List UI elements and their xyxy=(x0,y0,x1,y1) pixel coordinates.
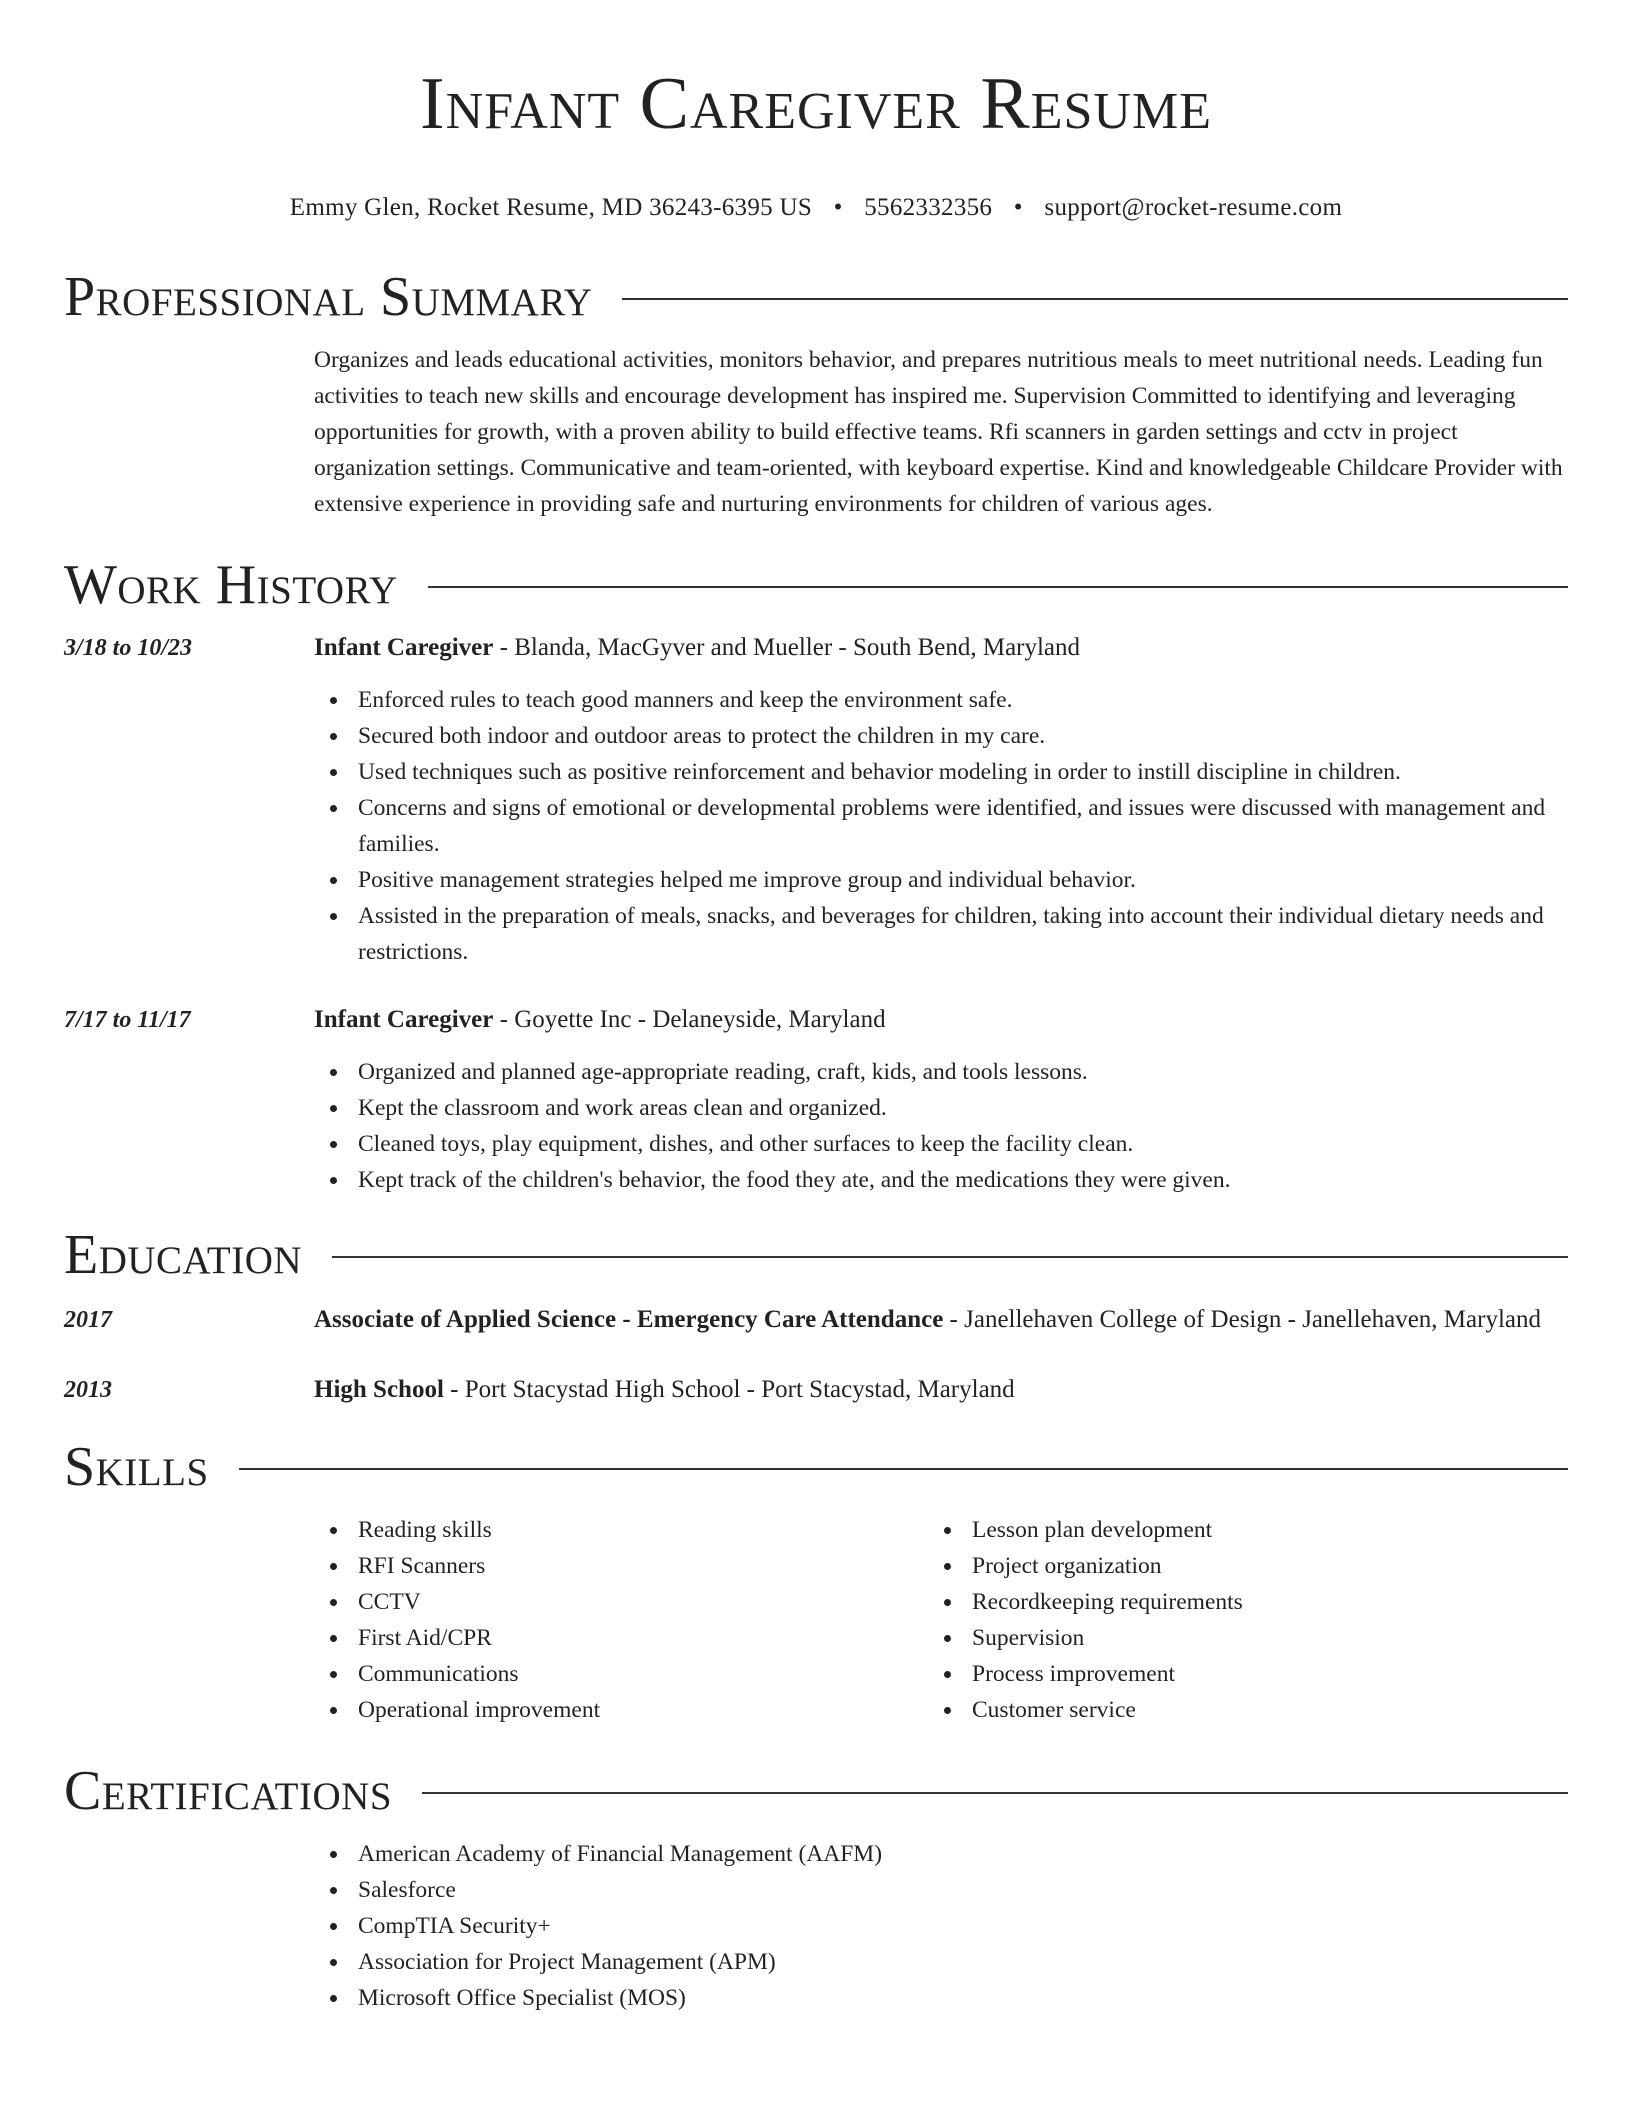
job-details: - Goyette Inc - Delaneyside, Maryland xyxy=(493,1006,886,1033)
contact-separator: • xyxy=(1013,194,1023,221)
skill-item: Operational improvement xyxy=(314,1692,928,1728)
job-entry xyxy=(64,1000,1568,1040)
contact-line xyxy=(64,192,1568,224)
job-entry xyxy=(64,628,1568,668)
skills-columns xyxy=(314,1512,1568,1728)
contact-separator: • xyxy=(833,194,843,221)
section-divider xyxy=(332,1256,1568,1258)
skill-item: RFI Scanners xyxy=(314,1548,928,1584)
skills-heading: Skills xyxy=(64,1436,209,1498)
education-date: 2013 xyxy=(64,1377,112,1403)
work-section-header xyxy=(64,550,1568,620)
education-degree: High School xyxy=(314,1376,444,1403)
contact-address: Emmy Glen, Rocket Resume, MD 36243-6395 US xyxy=(289,194,813,221)
job-date: 3/18 to 10/23 xyxy=(64,635,193,661)
skill-item: Customer service xyxy=(928,1692,1542,1728)
skills-list-right xyxy=(928,1512,1542,1728)
education-date: 2017 xyxy=(64,1307,112,1333)
skills-section-header xyxy=(64,1432,1568,1502)
skill-item: Reading skills xyxy=(314,1512,928,1548)
list-item: Cleaned toys, play equipment, dishes, and other surfaces to keep the facility clean. xyxy=(314,1126,1568,1162)
skill-item: Supervision xyxy=(928,1620,1542,1656)
section-divider xyxy=(422,1792,1568,1794)
education-entry xyxy=(64,1300,1568,1340)
education-info xyxy=(314,1300,1568,1340)
certification-item: Salesforce xyxy=(314,1872,1568,1908)
skill-item: Lesson plan development xyxy=(928,1512,1542,1548)
summary-text: Organizes and leads educational activities, monitors behavior, and prepares nutritious meals to meet nutritional needs. Leading fun activities to teach new skills and encourage development has inspired me. Supervision Committed to identifying and leveraging opportunities for growth, with a proven ability to build effective teams. Rfi scanners in garden settings and cctv in project organization settings. Communicative and team-oriented, with keyboard expertise. Kind and knowledgeable Childcare Provider with extensive experience in providing safe and nurturing environments for children of various ages. xyxy=(314,347,1563,517)
summary-heading: Professional Summary xyxy=(64,266,593,328)
certifications-list xyxy=(314,1836,1568,2016)
list-item: Secured both indoor and outdoor areas to protect the children in my care. xyxy=(314,718,1568,754)
certification-item: Association for Project Management (APM) xyxy=(314,1944,1568,1980)
education-details: - Port Stacystad High School - Port Stacystad, Maryland xyxy=(443,1376,1015,1403)
job-date: 7/17 to 11/17 xyxy=(64,1007,191,1033)
job-bullets xyxy=(314,1054,1568,1198)
education-heading: Education xyxy=(64,1224,303,1286)
list-item: Concerns and signs of emotional or developmental problems were identified, and issues were discussed with management and families. xyxy=(314,790,1568,862)
skill-item: CCTV xyxy=(314,1584,928,1620)
education-section-header xyxy=(64,1220,1568,1290)
contact-email: support@rocket-resume.com xyxy=(1044,194,1343,221)
job-details: - Blanda, MacGyver and Mueller - South Bend, Maryland xyxy=(493,634,1081,661)
certification-item: American Academy of Financial Management (AAFM) xyxy=(314,1836,1568,1872)
skill-item: First Aid/CPR xyxy=(314,1620,928,1656)
job-info xyxy=(314,628,1568,668)
work-heading: Work History xyxy=(64,554,398,616)
summary-section-header xyxy=(64,262,1568,332)
list-item: Kept the classroom and work areas clean and organized. xyxy=(314,1090,1568,1126)
certification-item: Microsoft Office Specialist (MOS) xyxy=(314,1980,1568,2016)
section-divider xyxy=(428,586,1568,588)
skill-item: Project organization xyxy=(928,1548,1542,1584)
education-degree: Associate of Applied Science - Emergency Care Attendance xyxy=(314,1306,944,1333)
job-title: Infant Caregiver xyxy=(314,1006,494,1033)
list-item: Organized and planned age-appropriate reading, craft, kids, and tools lessons. xyxy=(314,1054,1568,1090)
list-item: Kept track of the children's behavior, the food they ate, and the medications they were given. xyxy=(314,1162,1568,1198)
certification-item: CompTIA Security+ xyxy=(314,1908,1568,1944)
certifications-section-header xyxy=(64,1756,1568,1826)
list-item: Positive management strategies helped me improve group and individual behavior. xyxy=(314,862,1568,898)
list-item: Used techniques such as positive reinforcement and behavior modeling in order to instill discipline in children. xyxy=(314,754,1568,790)
contact-phone: 5562332356 xyxy=(864,194,993,221)
education-details: - Janellehaven College of Design - Janellehaven, Maryland xyxy=(943,1306,1542,1333)
skills-list-left xyxy=(314,1512,928,1728)
certifications-heading: Certifications xyxy=(64,1760,393,1822)
job-info xyxy=(314,1000,1568,1040)
skill-item: Recordkeeping requirements xyxy=(928,1584,1542,1620)
list-item: Assisted in the preparation of meals, snacks, and beverages for children, taking into account their individual dietary needs and restrictions. xyxy=(314,898,1568,970)
job-bullets xyxy=(314,682,1568,970)
education-info xyxy=(314,1370,1568,1410)
skill-item: Communications xyxy=(314,1656,928,1692)
resume-title: Infant Caregiver Resume xyxy=(420,63,1212,145)
section-divider xyxy=(239,1468,1568,1470)
list-item: Enforced rules to teach good manners and keep the environment safe. xyxy=(314,682,1568,718)
education-entry xyxy=(64,1370,1568,1410)
job-title: Infant Caregiver xyxy=(314,634,494,661)
skill-item: Process improvement xyxy=(928,1656,1542,1692)
section-divider xyxy=(622,298,1568,300)
